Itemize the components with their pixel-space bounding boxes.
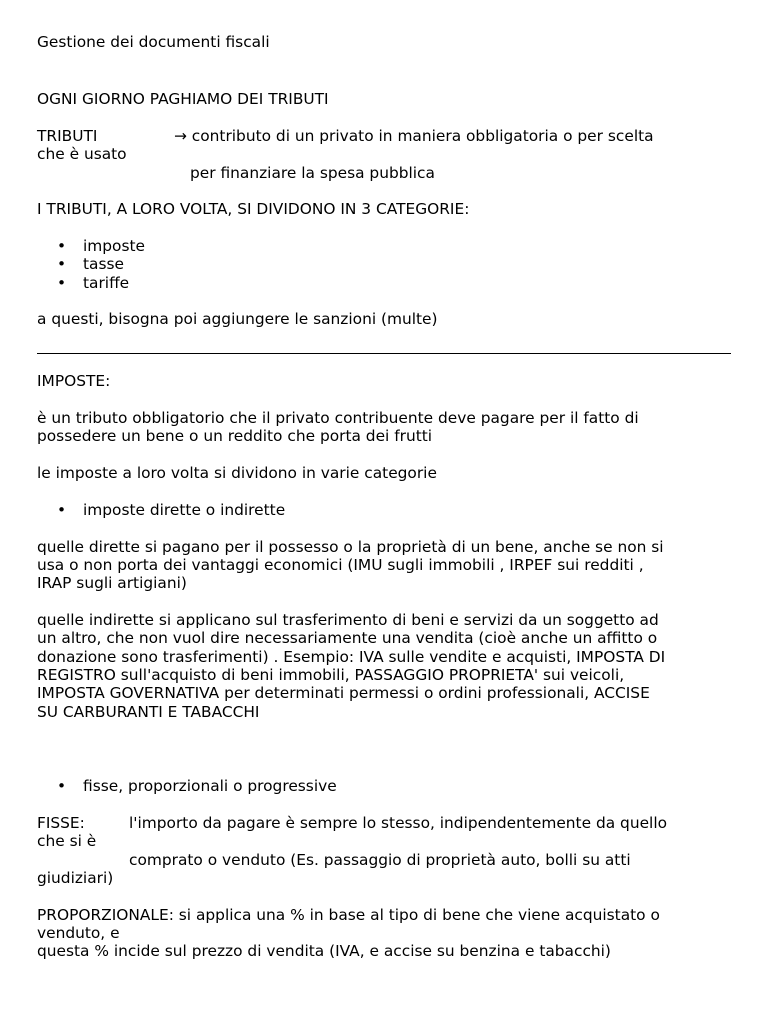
indirette-line: REGISTRO sull'acquisto di beni immobili, PASSAGGIO PROPRIETA' sui veicoli, <box>37 666 625 684</box>
bullet-marker: • <box>57 777 67 795</box>
imposte-definition-line: è un tributo obbligatorio che il privato contribuente deve pagare per il fatto di <box>37 409 639 427</box>
horizontal-rule <box>37 353 731 354</box>
list-item-label: fisse, proporzionali o progressive <box>83 777 337 795</box>
proporzionale-line: questa % incide sul prezzo di vendita (IVA, e accise su benzina e tabacchi) <box>37 942 611 960</box>
dirette-line: quelle dirette si pagano per il possesso o la proprietà di un bene, anche se non si <box>37 538 664 556</box>
indirette-line: SU CARBURANTI E TABACCHI <box>37 703 260 721</box>
proporzionale-line: PROPORZIONALE: si applica una % in base al tipo di bene che viene acquistato o <box>37 906 660 924</box>
sanzioni-note: a questi, bisogna poi aggiungere le sanzioni (multe) <box>37 310 438 328</box>
list-item-label: tasse <box>83 255 124 273</box>
fisse-line-1-wrap: che si è <box>37 832 97 850</box>
tributi-term: TRIBUTI <box>37 127 98 145</box>
imposte-categories-intro: le imposte a loro volta si dividono in varie categorie <box>37 464 437 482</box>
fisse-line-2: comprato o venduto (Es. passaggio di proprietà auto, bolli su atti <box>129 851 631 869</box>
indirette-line: donazione sono trasferimenti) . Esempio: IVA sulle vendite e acquisti, IMPOSTA DI <box>37 648 666 666</box>
tributi-definition-wrap: che è usato <box>37 145 127 163</box>
dirette-line: IRAP sugli artigiani) <box>37 574 187 592</box>
categories-intro: I TRIBUTI, A LORO VOLTA, SI DIVIDONO IN 3 CATEGORIE: <box>37 200 470 218</box>
list-item-label: imposte <box>83 237 145 255</box>
dirette-line: usa o non porta dei vantaggi economici (IMU sugli immobili , IRPEF sui redditi , <box>37 556 644 574</box>
imposte-heading: IMPOSTE: <box>37 372 111 390</box>
fisse-line-2-wrap: giudiziari) <box>37 869 114 887</box>
bullet-marker: • <box>57 274 67 292</box>
fisse-line-1: l'importo da pagare è sempre lo stesso, indipendentemente da quello <box>129 814 668 832</box>
bullet-marker: • <box>57 255 67 273</box>
main-heading: OGNI GIORNO PAGHIAMO DEI TRIBUTI <box>37 90 329 108</box>
indirette-line: un altro, che non vuol dire necessariamente una vendita (cioè anche un affitto o <box>37 629 658 647</box>
tributi-definition-line-1: → contributo di un privato in maniera obbligatoria o per scelta <box>174 127 654 145</box>
list-item-label: tariffe <box>83 274 130 292</box>
fisse-term: FISSE: <box>37 814 85 832</box>
tributi-definition-line-2: per finanziare la spesa pubblica <box>190 164 435 182</box>
bullet-marker: • <box>57 237 67 255</box>
proporzionale-line: venduto, e <box>37 924 120 942</box>
indirette-line: quelle indirette si applicano sul trasferimento di beni e servizi da un soggetto ad <box>37 611 659 629</box>
imposte-definition-line: possedere un bene o un reddito che porta dei frutti <box>37 427 433 445</box>
document-title: Gestione dei documenti fiscali <box>37 33 270 51</box>
indirette-line: IMPOSTA GOVERNATIVA per determinati permessi o ordini professionali, ACCISE <box>37 684 650 702</box>
bullet-marker: • <box>57 501 67 519</box>
list-item-label: imposte dirette o indirette <box>83 501 286 519</box>
